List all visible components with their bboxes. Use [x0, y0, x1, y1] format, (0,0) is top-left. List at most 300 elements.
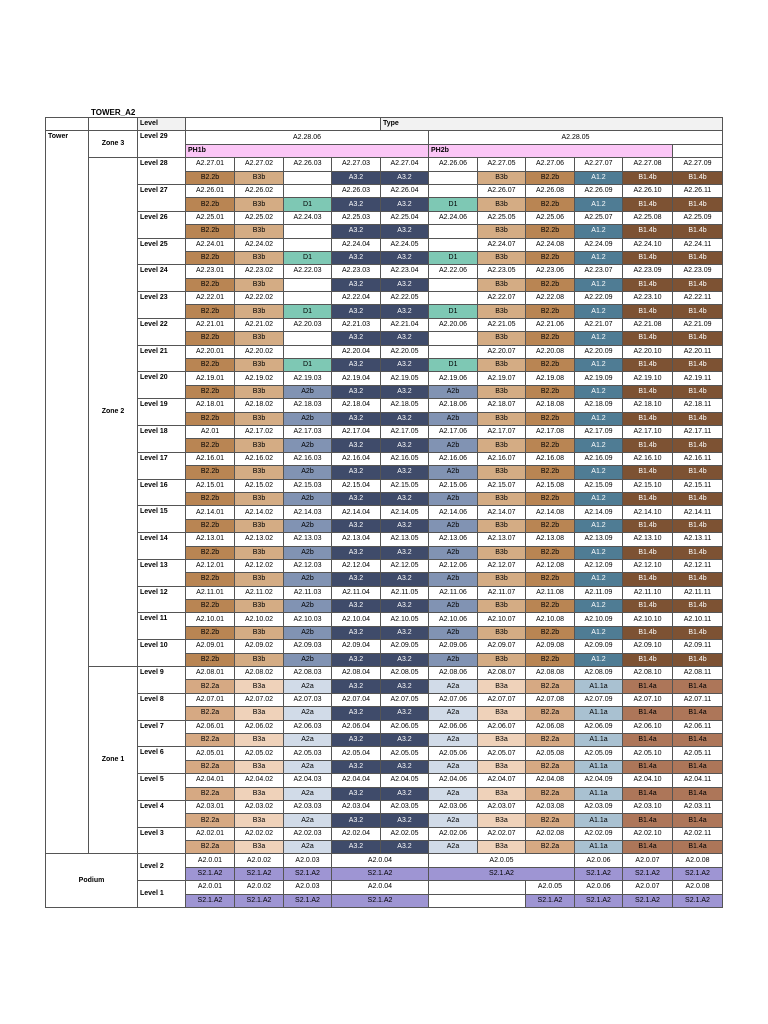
level-label: Level 13: [138, 559, 186, 586]
unit-cell: A2.03.01: [186, 800, 235, 813]
type-cell: A1.1a: [575, 707, 623, 720]
type-cell: A2b: [284, 626, 332, 639]
unit-cell: A2.18.08: [526, 399, 575, 412]
type-cell: B1.4a: [673, 787, 723, 800]
level-label: Level 15: [138, 506, 186, 533]
type-cell: B2.2a: [186, 814, 235, 827]
unit-cell: A2.15.10: [623, 479, 673, 492]
type-cell: [284, 278, 332, 291]
unit-cell: A2.15.09: [575, 479, 623, 492]
type-cell: A1.1a: [575, 787, 623, 800]
unit-cell: A2.14.08: [526, 506, 575, 519]
unit-cell: A2.10.07: [478, 613, 526, 626]
type-cell: A3.2: [332, 385, 381, 398]
unit-cell: A2.0.03: [284, 881, 332, 894]
unit-cell: A2.25.04: [381, 211, 429, 224]
unit-row: [46, 720, 723, 733]
unit-cell: A2.12.11: [673, 559, 723, 572]
unit-cell: A2.25.09: [673, 211, 723, 224]
type-cell: B2.2b: [526, 251, 575, 264]
unit-cell: A2.06.03: [284, 720, 332, 733]
unit-cell: A2.08.02: [235, 667, 284, 680]
unit-cell: A2.14.07: [478, 506, 526, 519]
unit-cell: A2.26.07: [478, 184, 526, 197]
unit-cell: A2.13.03: [284, 533, 332, 546]
type-cell: B2.2a: [526, 814, 575, 827]
unit-cell: A2.21.05: [478, 318, 526, 331]
type-cell: B2.2b: [526, 278, 575, 291]
type-cell: B1.4b: [623, 332, 673, 345]
unit-cell: A2.18.04: [332, 399, 381, 412]
unit-cell: A2.24.11: [673, 238, 723, 251]
type-cell: B3b: [478, 546, 526, 559]
unit-cell: A2.15.07: [478, 479, 526, 492]
unit-cell: A2.17.09: [575, 425, 623, 438]
type-cell: A3.2: [332, 466, 381, 479]
unit-cell: A2.02.05: [381, 827, 429, 840]
unit-cell: A2.13.05: [381, 533, 429, 546]
type-cell: A2a: [429, 814, 478, 827]
unit-cell: A2.03.05: [381, 800, 429, 813]
type-cell: S2.1.A2: [623, 894, 673, 907]
unit-cell: A2.02.01: [186, 827, 235, 840]
unit-cell: A2.12.10: [623, 559, 673, 572]
type-cell: B3a: [235, 733, 284, 746]
unit-row: [46, 693, 723, 706]
type-cell: B2.2b: [186, 519, 235, 532]
type-cell: B1.4b: [623, 439, 673, 452]
type-cell: B3b: [235, 626, 284, 639]
unit-cell: A2.09.10: [623, 640, 673, 653]
unit-cell: A2.03.03: [284, 800, 332, 813]
unit-cell: A2.15.02: [235, 479, 284, 492]
type-cell: B3b: [235, 332, 284, 345]
unit-cell: A2.07.04: [332, 693, 381, 706]
unit-row: [46, 506, 723, 519]
type-cell: B1.4a: [673, 760, 723, 773]
unit-cell: A2.16.04: [332, 452, 381, 465]
type-cell: B1.4a: [623, 760, 673, 773]
unit-row: [46, 586, 723, 599]
type-cell: A3.2: [332, 492, 381, 505]
unit-cell: A2.18.03: [284, 399, 332, 412]
unit-cell: A2.16.03: [284, 452, 332, 465]
unit-cell: A2.07.01: [186, 693, 235, 706]
type-cell: A2a: [284, 787, 332, 800]
unit-cell: A2.18.06: [429, 399, 478, 412]
level-label: Level 2: [138, 854, 186, 881]
unit-cell: A2.07.11: [673, 693, 723, 706]
unit-cell: A2.04.03: [284, 774, 332, 787]
unit-cell: A2.16.02: [235, 452, 284, 465]
unit-cell: A2.0.07: [623, 881, 673, 894]
type-cell: A3.2: [381, 653, 429, 666]
unit-cell: [429, 184, 478, 197]
type-cell: A3.2: [381, 332, 429, 345]
type-cell: B2.2b: [526, 305, 575, 318]
type-cell: A3.2: [381, 385, 429, 398]
unit-cell: A2.14.03: [284, 506, 332, 519]
type-cell: B2.2a: [526, 707, 575, 720]
type-cell: B2.2a: [186, 733, 235, 746]
unit-cell: A2.16.09: [575, 452, 623, 465]
type-cell: A2a: [429, 760, 478, 773]
type-cell: A2b: [284, 412, 332, 425]
unit-cell: A2.0.04: [332, 854, 429, 867]
unit-cell: A2.0.08: [673, 854, 723, 867]
unit-cell: A2.06.01: [186, 720, 235, 733]
type-cell: A3.2: [332, 546, 381, 559]
type-cell: B2.2a: [186, 707, 235, 720]
unit-cell: A2.15.11: [673, 479, 723, 492]
type-cell: B2.2a: [526, 760, 575, 773]
type-cell: D1: [284, 198, 332, 211]
unit-cell: A2.24.01: [186, 238, 235, 251]
unit-cell: A2.03.10: [623, 800, 673, 813]
unit-cell: A2.06.10: [623, 720, 673, 733]
unit-cell: A2.14.01: [186, 506, 235, 519]
unit-cell: A2.09.04: [332, 640, 381, 653]
type-cell: B1.4b: [673, 519, 723, 532]
unit-row: [46, 211, 723, 224]
unit-cell: A2.20.01: [186, 345, 235, 358]
unit-cell: A2.24.04: [332, 238, 381, 251]
unit-cell: A2.24.08: [526, 238, 575, 251]
level-label: Level 7: [138, 720, 186, 747]
type-cell: A1.1a: [575, 841, 623, 854]
unit-cell: A2.16.10: [623, 452, 673, 465]
type-cell: B2.2a: [526, 787, 575, 800]
type-cell: B3a: [478, 814, 526, 827]
type-cell: [429, 894, 526, 907]
type-cell: A1.2: [575, 385, 623, 398]
unit-cell: A2.18.10: [623, 399, 673, 412]
zone2-label: Zone 2: [89, 158, 138, 667]
type-cell: B1.4b: [623, 653, 673, 666]
type-cell: A2b: [284, 385, 332, 398]
unit-cell: A2.13.09: [575, 533, 623, 546]
type-cell: A2a: [284, 841, 332, 854]
type-cell: B2.2b: [526, 492, 575, 505]
type-cell: A1.1a: [575, 760, 623, 773]
type-cell: B3b: [478, 225, 526, 238]
unit-cell: A2.25.06: [526, 211, 575, 224]
type-cell: D1: [429, 359, 478, 372]
type-cell: A3.2: [332, 359, 381, 372]
unit-cell: A2.11.05: [381, 586, 429, 599]
type-cell: B2.2b: [526, 600, 575, 613]
unit-cell: A2.04.06: [429, 774, 478, 787]
type-cell: B2.2b: [186, 492, 235, 505]
unit-row: [46, 854, 723, 867]
type-cell: B3b: [235, 466, 284, 479]
unit-row: [46, 345, 723, 358]
type-cell: [429, 171, 478, 184]
unit-cell: A2.24.02: [235, 238, 284, 251]
unit-cell: A2.08.09: [575, 667, 623, 680]
level-label: Level 20: [138, 372, 186, 399]
type-cell: A3.2: [381, 251, 429, 264]
type-cell: A3.2: [332, 278, 381, 291]
unit-cell: A2.26.10: [623, 184, 673, 197]
unit-cell: A2.08.05: [381, 667, 429, 680]
type-cell: S2.1.A2: [623, 867, 673, 880]
unit-cell: A2.19.06: [429, 372, 478, 385]
type-cell: A3.2: [381, 225, 429, 238]
unit-cell: A2.26.11: [673, 184, 723, 197]
unit-cell: A2.0.01: [186, 881, 235, 894]
type-cell: B3b: [235, 251, 284, 264]
type-cell: B1.4b: [623, 519, 673, 532]
type-cell: B3b: [478, 385, 526, 398]
unit-cell: A2.12.08: [526, 559, 575, 572]
unit-cell: A2.20.09: [575, 345, 623, 358]
type-cell: A2b: [429, 439, 478, 452]
type-cell: B1.4b: [623, 573, 673, 586]
unit-cell: A2.23.10: [623, 292, 673, 305]
unit-cell: A2.14.11: [673, 506, 723, 519]
type-cell: [429, 225, 478, 238]
unit-cell: A2.13.02: [235, 533, 284, 546]
type-cell: A3.2: [381, 600, 429, 613]
type-cell: A3.2: [332, 412, 381, 425]
type-cell: A3.2: [332, 787, 381, 800]
unit-cell: A2.13.04: [332, 533, 381, 546]
unit-row: [46, 425, 723, 438]
unit-row: [46, 479, 723, 492]
unit-cell: A2.16.07: [478, 452, 526, 465]
unit-cell: A2.23.09: [623, 265, 673, 278]
unit-cell: A2.05.04: [332, 747, 381, 760]
type-cell: B2.2b: [526, 573, 575, 586]
unit-cell: A2.27.05: [478, 158, 526, 171]
type-cell: A2b: [284, 519, 332, 532]
unit-cell: A2.03.08: [526, 800, 575, 813]
level-label: Level 6: [138, 747, 186, 774]
unit-cell: A2.12.06: [429, 559, 478, 572]
type-cell-ph2b: PH2b: [429, 144, 673, 157]
unit-cell: A2.27.07: [575, 158, 623, 171]
unit-cell: A2.20.07: [478, 345, 526, 358]
type-cell: A3.2: [332, 573, 381, 586]
type-cell: B1.4b: [623, 546, 673, 559]
type-cell: B3b: [478, 251, 526, 264]
unit-cell: A2.02.04: [332, 827, 381, 840]
type-cell: A3.2: [381, 198, 429, 211]
unit-cell: A2.17.08: [526, 425, 575, 438]
unit-cell: A2.13.11: [673, 533, 723, 546]
type-cell: A2b: [284, 653, 332, 666]
unit-cell: A2.09.05: [381, 640, 429, 653]
type-cell: A1.2: [575, 466, 623, 479]
type-cell: A2b: [429, 492, 478, 505]
unit-cell: A2.10.04: [332, 613, 381, 626]
unit-schedule-table: [45, 117, 723, 908]
type-cell: B3b: [478, 653, 526, 666]
type-cell: B1.4b: [673, 412, 723, 425]
type-cell: A2b: [284, 466, 332, 479]
type-cell: A2b: [429, 412, 478, 425]
unit-cell: A2.22.03: [284, 265, 332, 278]
type-header: Type: [381, 118, 723, 131]
type-cell: B3b: [235, 439, 284, 452]
unit-cell: A2.22.01: [186, 292, 235, 305]
level29-unit-row: [46, 131, 723, 144]
type-cell: B3b: [235, 225, 284, 238]
unit-cell: A2.24.07: [478, 238, 526, 251]
level-label: Level 25: [138, 238, 186, 265]
unit-cell: A2.25.08: [623, 211, 673, 224]
type-cell: A3.2: [381, 359, 429, 372]
unit-cell: A2.05.05: [381, 747, 429, 760]
type-cell: A2b: [429, 385, 478, 398]
type-cell: B3b: [478, 573, 526, 586]
unit-cell: A2.06.07: [478, 720, 526, 733]
unit-cell: A2.13.06: [429, 533, 478, 546]
unit-cell: A2.10.08: [526, 613, 575, 626]
level-label: Level 17: [138, 452, 186, 479]
unit-cell: A2.12.09: [575, 559, 623, 572]
type-cell: B3a: [235, 787, 284, 800]
level-label: Level 14: [138, 533, 186, 560]
unit-cell: A2.10.11: [673, 613, 723, 626]
unit-cell: A2.08.10: [623, 667, 673, 680]
type-cell: D1: [429, 198, 478, 211]
unit-cell: A2.17.04: [332, 425, 381, 438]
type-cell: A3.2: [332, 841, 381, 854]
type-cell: B2.2b: [186, 546, 235, 559]
level-label: Level 8: [138, 693, 186, 720]
unit-cell: A2.05.06: [429, 747, 478, 760]
unit-cell: A2.04.11: [673, 774, 723, 787]
unit-cell: A2.02.10: [623, 827, 673, 840]
unit-cell: A2.21.03: [332, 318, 381, 331]
type-cell: A1.2: [575, 305, 623, 318]
type-cell: B1.4b: [623, 225, 673, 238]
level-label: Level 4: [138, 800, 186, 827]
type-cell: A1.1a: [575, 680, 623, 693]
type-cell: A1.2: [575, 332, 623, 345]
type-cell: A3.2: [332, 600, 381, 613]
type-cell: B3a: [478, 707, 526, 720]
unit-cell: A2.0.01: [186, 854, 235, 867]
type-cell: B1.4a: [673, 841, 723, 854]
unit-cell: A2.02.06: [429, 827, 478, 840]
level-label: Level 27: [138, 184, 186, 211]
type-cell: B3b: [235, 546, 284, 559]
unit-cell: A2.09.02: [235, 640, 284, 653]
type-cell: A3.2: [381, 439, 429, 452]
unit-cell: A2.26.03: [284, 158, 332, 171]
type-cell: S2.1.A2: [673, 867, 723, 880]
unit-cell: A2.25.03: [332, 211, 381, 224]
unit-cell: A2.24.03: [284, 211, 332, 224]
unit-cell: A2.03.04: [332, 800, 381, 813]
level-label: Level 11: [138, 613, 186, 640]
level-label: Level 29: [138, 131, 186, 158]
type-cell: B2.2b: [526, 519, 575, 532]
unit-cell: A2.15.05: [381, 479, 429, 492]
unit-cell: A2.07.03: [284, 693, 332, 706]
type-cell: [429, 278, 478, 291]
unit-cell: A2.04.04: [332, 774, 381, 787]
unit-cell: A2.25.07: [575, 211, 623, 224]
unit-cell: A2.11.11: [673, 586, 723, 599]
unit-cell: A2.10.06: [429, 613, 478, 626]
type-cell: B2.2b: [526, 653, 575, 666]
unit-cell: [284, 184, 332, 197]
type-cell: A3.2: [332, 305, 381, 318]
type-cell: A3.2: [332, 733, 381, 746]
type-cell-ph1b: PH1b: [186, 144, 429, 157]
unit-cell: A2.14.04: [332, 506, 381, 519]
unit-cell: A2.23.02: [235, 265, 284, 278]
unit-cell: A2.27.03: [332, 158, 381, 171]
unit-cell: A2.20.04: [332, 345, 381, 358]
type-cell: B1.4a: [623, 814, 673, 827]
type-cell: B3b: [235, 198, 284, 211]
type-cell: A2a: [429, 707, 478, 720]
unit-cell: A2.10.09: [575, 613, 623, 626]
unit-cell: A2.11.01: [186, 586, 235, 599]
unit-row: [46, 800, 723, 813]
type-cell: A1.1a: [575, 814, 623, 827]
type-cell: B2.2a: [186, 760, 235, 773]
type-cell: B3b: [478, 198, 526, 211]
type-cell: S2.1.A2: [332, 867, 429, 880]
unit-cell: A2.08.06: [429, 667, 478, 680]
unit-cell: A2.27.04: [381, 158, 429, 171]
unit-cell: A2.05.03: [284, 747, 332, 760]
type-cell: B2.2a: [186, 787, 235, 800]
unit-cell: A2.23.05: [478, 265, 526, 278]
unit-cell: A2.08.04: [332, 667, 381, 680]
unit-cell: A2.09.07: [478, 640, 526, 653]
type-cell: B3b: [235, 305, 284, 318]
type-cell: B3b: [235, 385, 284, 398]
type-cell: A1.2: [575, 225, 623, 238]
unit-cell: A2.26.03: [332, 184, 381, 197]
unit-cell: A2.05.09: [575, 747, 623, 760]
type-cell: A3.2: [332, 680, 381, 693]
type-cell: A2b: [284, 439, 332, 452]
unit-cell: A2.17.11: [673, 425, 723, 438]
type-cell: A2b: [429, 573, 478, 586]
unit-cell: A2.27.06: [526, 158, 575, 171]
unit-cell: A2.17.05: [381, 425, 429, 438]
unit-cell: A2.04.02: [235, 774, 284, 787]
unit-cell: A2.0.04: [332, 881, 429, 894]
type-cell: A1.2: [575, 573, 623, 586]
unit-cell: A2.15.06: [429, 479, 478, 492]
unit-row: [46, 667, 723, 680]
unit-cell: A2.04.10: [623, 774, 673, 787]
type-cell: B2.2b: [526, 546, 575, 559]
type-cell: A2b: [284, 600, 332, 613]
type-cell: B3b: [478, 332, 526, 345]
unit-cell: A2.0.06: [575, 854, 623, 867]
unit-cell: A2.07.08: [526, 693, 575, 706]
type-cell: B1.4b: [623, 626, 673, 639]
type-cell: A2a: [429, 680, 478, 693]
unit-cell: A2.06.09: [575, 720, 623, 733]
type-cell: B1.4a: [623, 787, 673, 800]
type-cell: B2.2b: [526, 466, 575, 479]
type-cell: B2.2b: [526, 359, 575, 372]
unit-cell: A2.24.10: [623, 238, 673, 251]
unit-cell: A2.02.08: [526, 827, 575, 840]
unit-cell: A2.28.05: [429, 131, 723, 144]
